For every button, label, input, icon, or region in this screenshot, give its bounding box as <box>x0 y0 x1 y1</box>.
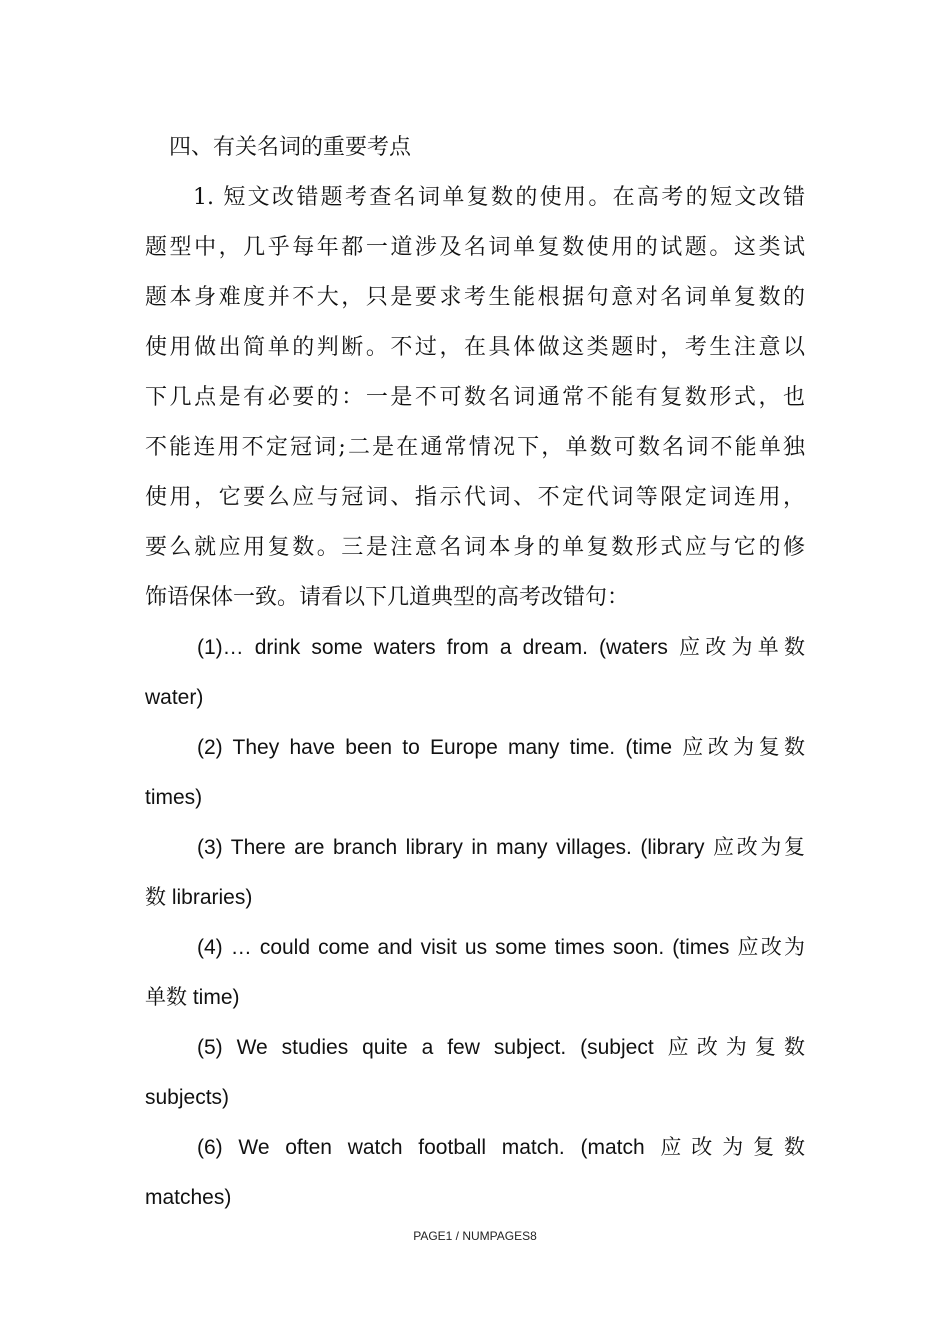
paragraph-line: 下几点是有必要的：一是不可数名词通常不能有复数形式，也 <box>145 385 805 410</box>
example-6-line-2: matches) <box>145 1186 232 1209</box>
example-3-line-2: 数 libraries) <box>145 886 253 909</box>
paragraph-line: 题本身难度并不大，只是要求考生能根据句意对名词单复数的 <box>145 285 805 310</box>
section-heading: 四、有关名词的重要考点 <box>169 135 412 160</box>
paragraph-line: 不能连用不定冠词;二是在通常情况下，单数可数名词不能单独 <box>145 435 805 460</box>
example-6-line-1: (6) We often watch football match. (match 应改为复数 <box>197 1136 805 1159</box>
paragraph-line: 饰语保体一致。请看以下几道典型的高考改错句： <box>145 585 630 610</box>
example-5-line-2: subjects) <box>145 1086 230 1109</box>
paragraph-line: 1. 短文改错题考查名词单复数的使用。在高考的短文改错 <box>193 185 805 210</box>
paragraph-line: 题型中，几乎每年都一道涉及名词单复数使用的试题。这类试 <box>145 235 805 260</box>
example-2-line-1: (2) They have been to Europe many time. (time 应改为复数 <box>197 736 805 759</box>
paragraph-line: 使用，它要么应与冠词、指示代词、不定代词等限定词连用， <box>145 485 805 510</box>
example-1-line-2: water) <box>145 686 204 709</box>
paragraph-line: 使用做出简单的判断。不过，在具体做这类题时，考生注意以 <box>145 335 805 360</box>
example-1-line-1: (1)… drink some waters from a dream. (waters 应改为单数 <box>197 636 805 659</box>
page-number-footer: PAGE1 / NUMPAGES8 <box>413 1229 537 1243</box>
example-5-line-1: (5) We studies quite a few subject. (subject 应改为复数 <box>197 1036 805 1059</box>
document-body <box>145 123 805 1223</box>
example-3-line-1: (3) There are branch library in many villages. (library 应改为复 <box>197 836 805 859</box>
example-4-line-2: 单数 time) <box>145 986 240 1009</box>
example-2-line-2: times) <box>145 786 203 809</box>
example-4-line-1: (4) … could come and visit us some times soon. (times 应改为 <box>197 936 805 959</box>
paragraph-line: 要么就应用复数。三是注意名词本身的单复数形式应与它的修 <box>145 535 805 560</box>
